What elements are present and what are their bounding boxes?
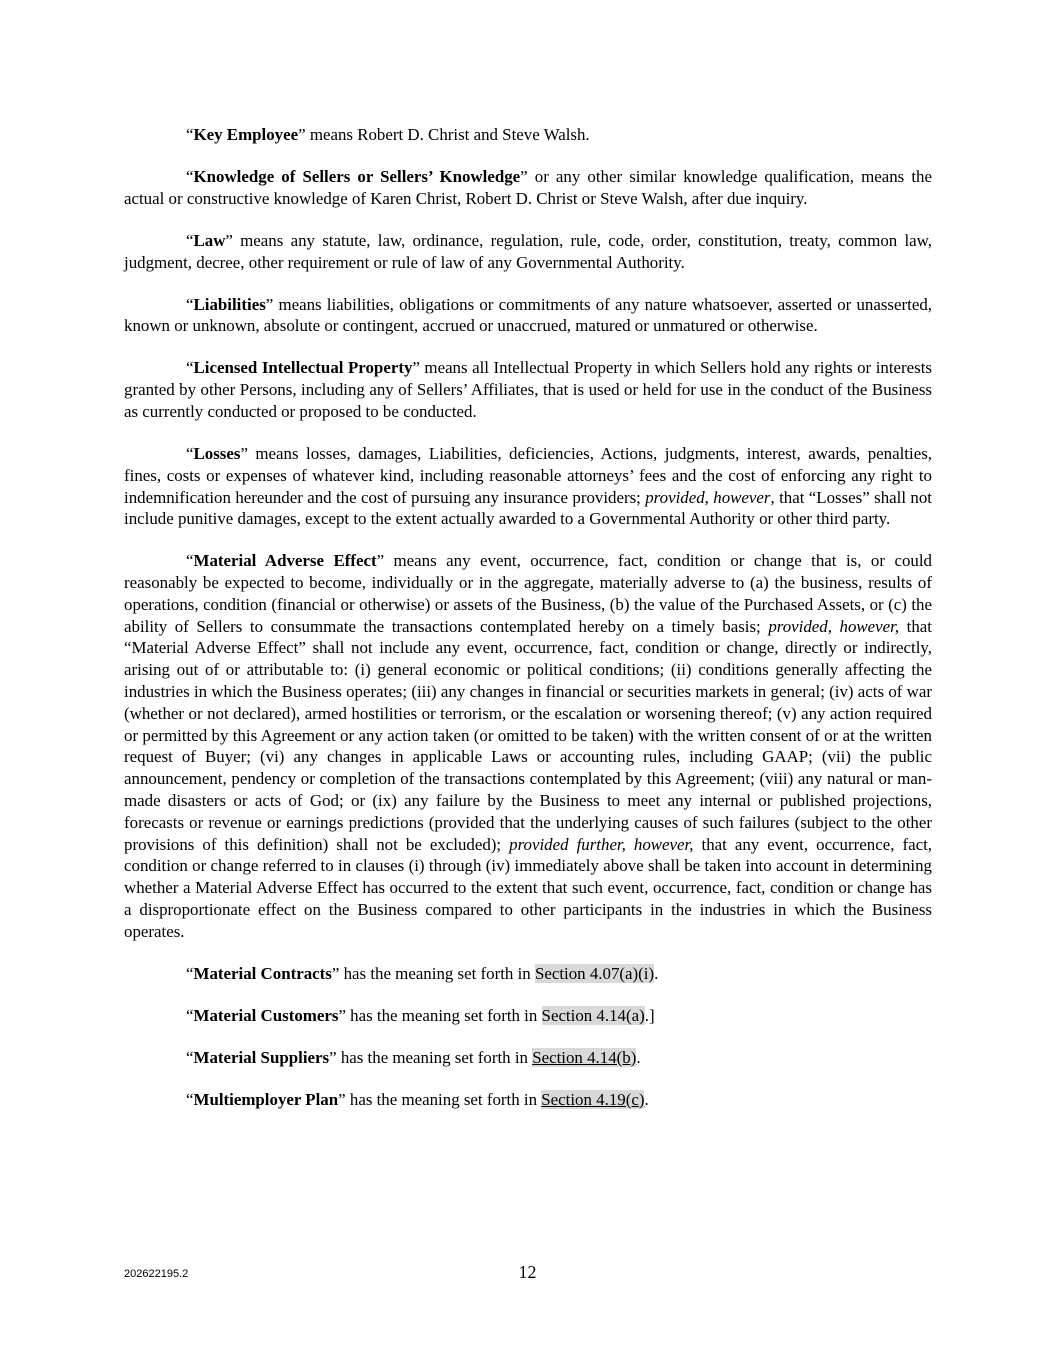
section-cross-reference[interactable]: Section 4.14(a) — [541, 1005, 645, 1025]
definition-text: that any event, occurrence, fact, condition or change referred to in clauses (i) through (iv) immediately above shall be taken into account in determining whether a Material Adverse Effect has occurred to the extent that such event, occurrence, fact, condition or change has a disproportionate effect on the Business compared to other participants in the industries in which the Business operates. — [124, 834, 932, 941]
definition-text: has the meaning set forth in — [336, 1047, 533, 1067]
defined-term: Material Suppliers — [193, 1047, 330, 1067]
definition-text: or any other similar knowledge qualification, means the actual or constructive knowledge of Karen Christ, Robert D. Christ or Steve Walsh, after due inquiry. — [124, 166, 932, 208]
defined-term: Liabilities — [193, 294, 266, 314]
defined-term: Losses — [193, 443, 241, 463]
section-cross-reference[interactable]: Section 4.07(a)(i) — [534, 963, 655, 983]
definition-knowledge-of-sellers: “Knowledge of Sellers or Sellers’ Knowledge” or any other similar knowledge qualification, means the actual or constructive knowledge of Karen Christ, Robert D. Christ or Steve Walsh, after due inquiry. — [124, 166, 932, 208]
section-cross-reference[interactable]: Section 4.14(b) — [532, 1047, 637, 1067]
definition-material-customers: “Material Customers” has the meaning set forth in Section 4.14(a).] — [186, 1005, 655, 1025]
definition-text: . — [654, 963, 659, 983]
definition-text: .] — [644, 1005, 655, 1025]
defined-term: Multiemployer Plan — [193, 1089, 339, 1109]
defined-term: Knowledge of Sellers or Sellers’ Knowledge — [193, 166, 521, 186]
section-cross-reference[interactable]: Section 4.19(c) — [541, 1089, 645, 1109]
defined-term: Material Adverse Effect — [193, 551, 377, 571]
defined-term: Material Contracts — [193, 963, 332, 983]
definition-text: means all Intellectual Property in which Sellers hold any rights or interests granted by other Persons, including any of Sellers’ Affiliates, that is used or held for use in the conduct of the Business as currently conducted or proposed to be conducted. — [124, 358, 932, 421]
definition-text: , that “Losses” shall not include punitive damages, except to the extent actually awarded to a Governmental Authority or other third party. — [124, 487, 932, 529]
defined-term: Law — [193, 230, 226, 250]
definition-material-adverse-effect: “Material Adverse Effect” means any event, occurrence, fact, condition or change that is, or could reasonably be expected to become, individually or in the aggregate, materially adverse to (a) the business, results of operations, condition (financial or otherwise) or assets of the Business, (b) the value of the Purchased Assets, or (c) the ability of Sellers to consummate the transactions contemplated hereby on a timely basis; provided, however, that “Material Adverse Effect” shall not include any event, occurrence, fact, condition or change, directly or indirectly, arising out of or attributable to: (i) general economic or political conditions; (ii) conditions generally affecting the industries in which the Business operates; (iii) any changes in financial or securities markets in general; (iv) acts of war (whether or not declared), armed hostilities or terrorism, or the escalation or worsening thereof; (v) any action required or permitted by this Agreement or any action taken (or omitted to be taken) with the written consent of or at the written request of Buyer; (vi) any changes in applicable Laws or accounting rules, including GAAP; (vii) the public announcement, pendency or completion of the transactions contemplated by this Agreement; (viii) any natural or man-made disasters or acts of God; or (ix) any failure by the Business to meet any internal or published projections, forecasts or revenue or earnings predictions (provided that the underlying causes of such failures (subject to the other provisions of this definition) shall not be excluded); provided further, however, that any event, occurrence, fact, condition or change referred to in clauses (i) through (iv) immediately above shall be taken into account in determining whether a Material Adverse Effect has occurred to the extent that such event, occurrence, fact, condition or change has a disproportionate effect on the Business compared to other participants in the industries in which the Business operates. — [124, 551, 933, 941]
definition-key-employee: “Key Employee” means Robert D. Christ and Steve Walsh. — [186, 125, 590, 144]
definition-liabilities: “Liabilities” means liabilities, obligations or commitments of any nature whatsoever, asserted or unasserted, known or unknown, absolute or contingent, accrued or unaccrued, matured or unmatured or otherwise. — [124, 294, 932, 336]
definition-text: means losses, damages, Liabilities, deficiencies, Actions, judgments, interest, awards, penalties, fines, costs or expenses of whatever kind, including reasonable attorneys’ fees and the cost of enforcing any right to indemnification hereunder and the cost of pursuing any insurance providers; — [124, 443, 932, 507]
document-body — [124, 124, 932, 1131]
definition-text: has the meaning set forth in — [345, 1005, 542, 1025]
defined-term: Licensed Intellectual Property — [193, 358, 413, 378]
definition-multiemployer-plan: “Multiemployer Plan” has the meaning set forth in Section 4.19(c). — [186, 1089, 649, 1109]
definition-material-suppliers: “Material Suppliers” has the meaning set forth in Section 4.14(b). — [186, 1047, 641, 1067]
definition-text: means Robert D. Christ and Steve Walsh. — [305, 125, 590, 144]
definition-text: has the meaning set forth in — [345, 1089, 542, 1109]
definition-text: means liabilities, obligations or commitments of any nature whatsoever, asserted or unasserted, known or unknown, absolute or contingent, accrued or unaccrued, matured or unmatured or otherwise. — [124, 294, 932, 336]
definition-text: . — [644, 1089, 649, 1109]
definition-text: has the meaning set forth in — [339, 963, 535, 983]
defined-term: Key Employee — [193, 125, 299, 144]
page-number: 12 — [518, 1262, 537, 1282]
proviso-text: provided, however — [645, 487, 771, 507]
proviso-text: provided further, however, — [509, 834, 694, 854]
document-id: 202622195.2 — [124, 1268, 189, 1280]
defined-term: Material Customers — [193, 1005, 339, 1025]
definition-text: means any statute, law, ordinance, regulation, rule, code, order, constitution, treaty, common law, judgment, decree, other requirement or rule of law of any Governmental Authority. — [124, 230, 932, 272]
definition-material-contracts: “Material Contracts” has the meaning set forth in Section 4.07(a)(i). — [186, 963, 659, 983]
definition-text: means any event, occurrence, fact, condition or change that is, or could reasonably be expected to become, individually or in the aggregate, materially adverse to (a) the business, results of operations, condition (financial or otherwise) or assets of the Business, (b) the value of the Purchased Assets, or (c) the ability of Sellers to consummate the transactions contemplated hereby on a timely basis; — [124, 551, 932, 636]
definition-text: that “Material Adverse Effect” shall not include any event, occurrence, fact, condition or change, directly or indirectly, arising out of or attributable to: (i) general economic or political conditions; (ii) conditions generally affecting the industries in which the Business operates; (iii) any changes in financial or securities markets in general; (iv) acts of war (whether or not declared), armed hostilities or terrorism, or the escalation or worsening thereof; (v) any action required or permitted by this Agreement or any action taken (or omitted to be taken) with the written consent of or at the written request of Buyer; (vi) any changes in applicable Laws or accounting rules, including GAAP; (vii) the public announcement, pendency or completion of the transactions contemplated by this Agreement; (viii) any natural or man-made disasters or acts of God; or (ix) any failure by the Business to meet any internal or published projections, forecasts or revenue or earnings predictions (provided that the underlying causes of such failures (subject to the other provisions of this definition) shall not be excluded); — [124, 616, 933, 854]
definition-licensed-intellectual-property: “Licensed Intellectual Property” means all Intellectual Property in which Sellers hold any rights or interests granted by other Persons, including any of Sellers’ Affiliates, that is used or held for use in the conduct of the Business as currently conducted or proposed to be conducted. — [124, 358, 932, 421]
definition-losses: “Losses” means losses, damages, Liabilities, deficiencies, Actions, judgments, interest, awards, penalties, fines, costs or expenses of whatever kind, including reasonable attorneys’ fees and the cost of enforcing any right to indemnification hereunder and the cost of pursuing any insurance providers; provided, however, that “Losses” shall not include punitive damages, except to the extent actually awarded to a Governmental Authority or other third party. — [124, 443, 932, 529]
proviso-text: provided, however, — [768, 616, 900, 636]
definition-law: “Law” means any statute, law, ordinance, regulation, rule, code, order, constitution, treaty, common law, judgment, decree, other requirement or rule of law of any Governmental Authority. — [124, 230, 932, 272]
definition-text: . — [636, 1047, 641, 1067]
